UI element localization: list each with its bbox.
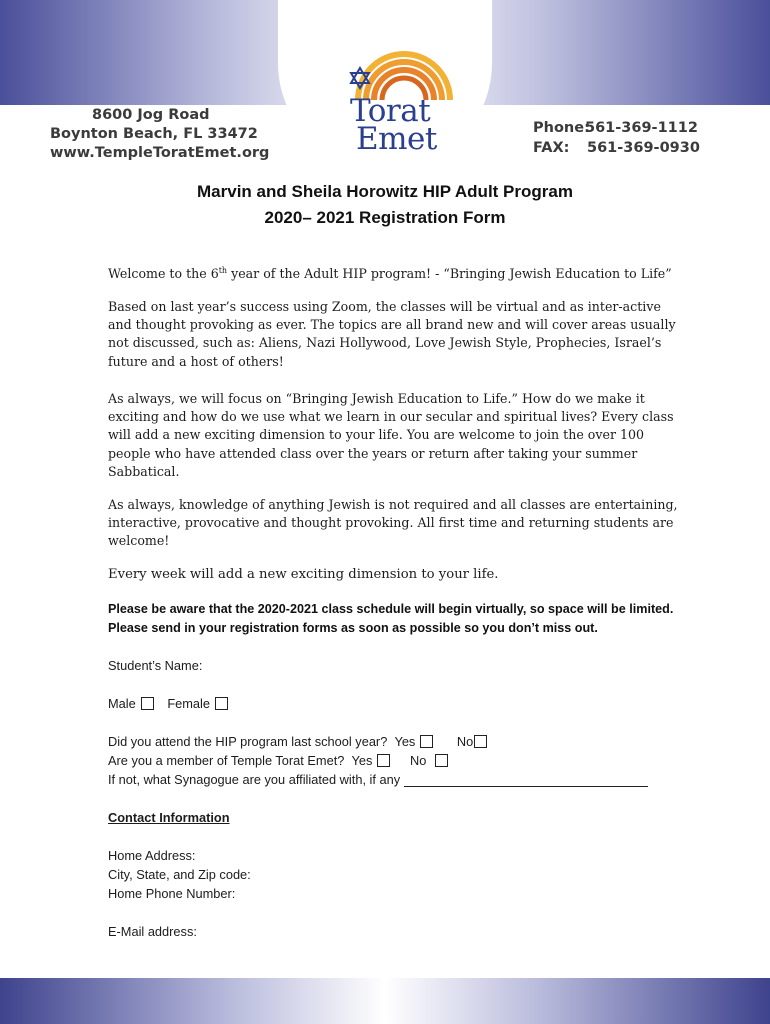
female-checkbox[interactable] bbox=[215, 697, 228, 710]
contact-fields bbox=[108, 846, 251, 903]
home-address-label: Home Address: bbox=[108, 848, 196, 863]
logo-text-torat: Torat bbox=[350, 93, 431, 129]
welcome-paragraph bbox=[108, 265, 688, 283]
home-phone-label: Home Phone Number: bbox=[108, 886, 236, 901]
attend-no-label: No bbox=[456, 734, 474, 749]
member-yes-label: Yes bbox=[351, 753, 373, 768]
member-no-label: No bbox=[409, 753, 427, 768]
website-link[interactable]: www.TempleToratEmet.org bbox=[50, 145, 270, 161]
fax-label: FAX: bbox=[533, 140, 570, 156]
paragraph-focus: As always, we will focus on “Bringing Jewish Education to Life.” How do we make it exciting and how do we use what we learn in our secular and spiritual lives? Every class will add a new exciting dimension to your life. You are welcome to join the over 100 people who have attended class over the years or return after taking your summer Sabbatical. bbox=[108, 391, 674, 479]
title-line-2: 2020– 2021 Registration Form bbox=[264, 208, 506, 227]
gender-row bbox=[108, 694, 228, 713]
synagogue-question-label: If not, what Synagogue are you affiliated with, if any bbox=[108, 772, 401, 787]
student-name-label: Student’s Name: bbox=[108, 658, 203, 673]
attend-question-row bbox=[108, 732, 648, 751]
welcome-sup: th bbox=[218, 266, 228, 275]
attend-no-checkbox[interactable] bbox=[474, 735, 487, 748]
attend-yes-checkbox[interactable] bbox=[420, 735, 433, 748]
welcome-pre: Welcome to the 6 bbox=[108, 266, 219, 281]
address-city: Boynton Beach, FL 33472 bbox=[50, 126, 258, 142]
city-state-zip-label: City, State, and Zip code: bbox=[108, 867, 251, 882]
contact-information-heading: Contact Information bbox=[108, 810, 230, 825]
email-label: E-Mail address: bbox=[108, 924, 197, 939]
paragraph-every-week: Every week will add a new exciting dimension to your life. bbox=[108, 567, 499, 582]
page-title bbox=[0, 179, 770, 231]
address-street: 8600 Jog Road bbox=[92, 107, 210, 123]
temple-address bbox=[50, 106, 269, 163]
attend-yes-label: Yes bbox=[394, 734, 416, 749]
member-question-row bbox=[108, 751, 648, 770]
paragraph-zoom: Based on last year’s success using Zoom, the classes will be virtual and as inter-active and thought provoking as ever. The topics are all brand new and will cover areas usually not discussed, such as: Aliens, Nazi Hollywood, Love Jewish Style, Prophecies, Israel’s future and a host of others! bbox=[108, 299, 676, 369]
male-checkbox[interactable] bbox=[141, 697, 154, 710]
questions-block bbox=[108, 732, 648, 789]
female-label: Female bbox=[167, 696, 210, 711]
male-label: Male bbox=[108, 696, 136, 711]
attend-question-label: Did you attend the HIP program last school year? bbox=[108, 734, 388, 749]
logo bbox=[278, 0, 492, 170]
member-no-checkbox[interactable] bbox=[435, 754, 448, 767]
member-question-label: Are you a member of Temple Torat Emet? bbox=[108, 753, 345, 768]
synagogue-input-line[interactable] bbox=[404, 773, 648, 787]
footer-gradient-band bbox=[0, 978, 770, 1024]
phone-label: Phone: bbox=[533, 120, 590, 136]
title-line-1: Marvin and Sheila Horowitz HIP Adult Program bbox=[197, 182, 573, 201]
phone-number: 561-369-1112 bbox=[585, 120, 698, 136]
synagogue-question-row bbox=[108, 770, 648, 789]
logo-text-emet: Emet bbox=[356, 121, 437, 157]
phone-fax-block bbox=[533, 118, 700, 158]
welcome-post: year of the Adult HIP program! - “Bringing Jewish Education to Life” bbox=[227, 266, 672, 281]
fax-number: 561-369-0930 bbox=[587, 140, 700, 156]
schedule-notice: Please be aware that the 2020-2021 class schedule will begin virtually, so space will be limited. Please send in your registration forms as soon as possible so you don’t miss out. bbox=[108, 602, 674, 635]
paragraph-knowledge: As always, knowledge of anything Jewish is not required and all classes are entertaining, interactive, provocative and thought provoking. All first time and returning students are welcome! bbox=[108, 497, 678, 549]
member-yes-checkbox[interactable] bbox=[377, 754, 390, 767]
